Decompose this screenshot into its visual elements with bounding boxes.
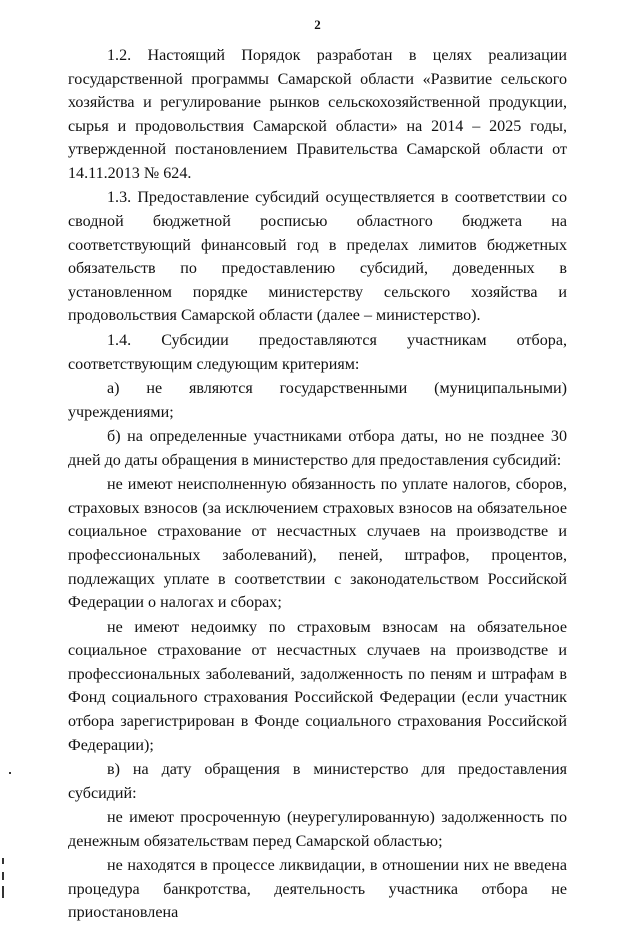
criterion-b-taxes: не имеют неисполненную обязанность по уплате налогов, сборов, страховых взносов (за исключением страховых взносов на обязательное социальное страхование от несчастных случаев на производстве и профессиональных заболеваний), пеней, штрафов, процентов, подлежащих уплате в соответствии с законодательством Российской Федерации о налогах и сборах; xyxy=(68,476,567,612)
paragraph-1-4: 1.4. Субсидии предоставляются участникам отбора, соответствующим следующим критериям: xyxy=(68,331,567,373)
scan-mark xyxy=(9,772,11,774)
page-number: 2 xyxy=(314,17,321,32)
criterion-c: в) на дату обращения в министерство для предоставления субсидий: xyxy=(68,761,567,802)
criterion-b: б) на определенные участниками отбора даты, но не позднее 30 дней до даты обращения в министерство для предоставления субсидий: xyxy=(68,428,567,469)
scan-mark xyxy=(2,886,4,898)
scan-mark xyxy=(2,872,4,880)
scan-mark xyxy=(2,858,4,864)
document-body xyxy=(68,44,567,925)
paragraph-1-2: 1.2. Настоящий Порядок разработан в целях реализации государственной программы Самарской области «Развитие сельского хозяйства и регулирование рынков сельскохозяйственной продукции, сырья и продовольствия Самарской области» на 2014 – 2025 годы, утвержденной постановлением Правительства Самарской области от 14.11.2013 № 624. xyxy=(68,47,567,182)
criterion-c-liquidation: не находятся в процессе ликвидации, в отношении них не введена процедура банкротства, деятельность участника отбора не приостановлена xyxy=(68,857,567,922)
criterion-b-insurance: не имеют недоимку по страховым взносам на обязательное социальное страхование от несчастных случаев на производстве и профессиональных заболеваний, задолженность по пеням и штрафам в Фонд социального страхования Российской Федерации (если участник отбора зарегистрирован в Фонде социального страхования Российской Федерации); xyxy=(68,618,567,754)
criterion-c-debt: не имеют просроченную (неурегулированную) задолженность по денежным обязательствам перед Самарской областью; xyxy=(68,809,567,850)
paragraph-1-3: 1.3. Предоставление субсидий осуществляется в соответствии со сводной бюджетной росписью областного бюджета на соответствующий финансовый год в пределах лимитов бюджетных обязательств по предоставлению субсидий, доведенных в установленном порядке министерству сельского хозяйства и продовольствия Самарской области (далее – министерство). xyxy=(68,189,567,325)
criterion-a: а) не являются государственными (муниципальными) учреждениями; xyxy=(68,379,567,421)
scan-margin-marks xyxy=(0,0,14,905)
